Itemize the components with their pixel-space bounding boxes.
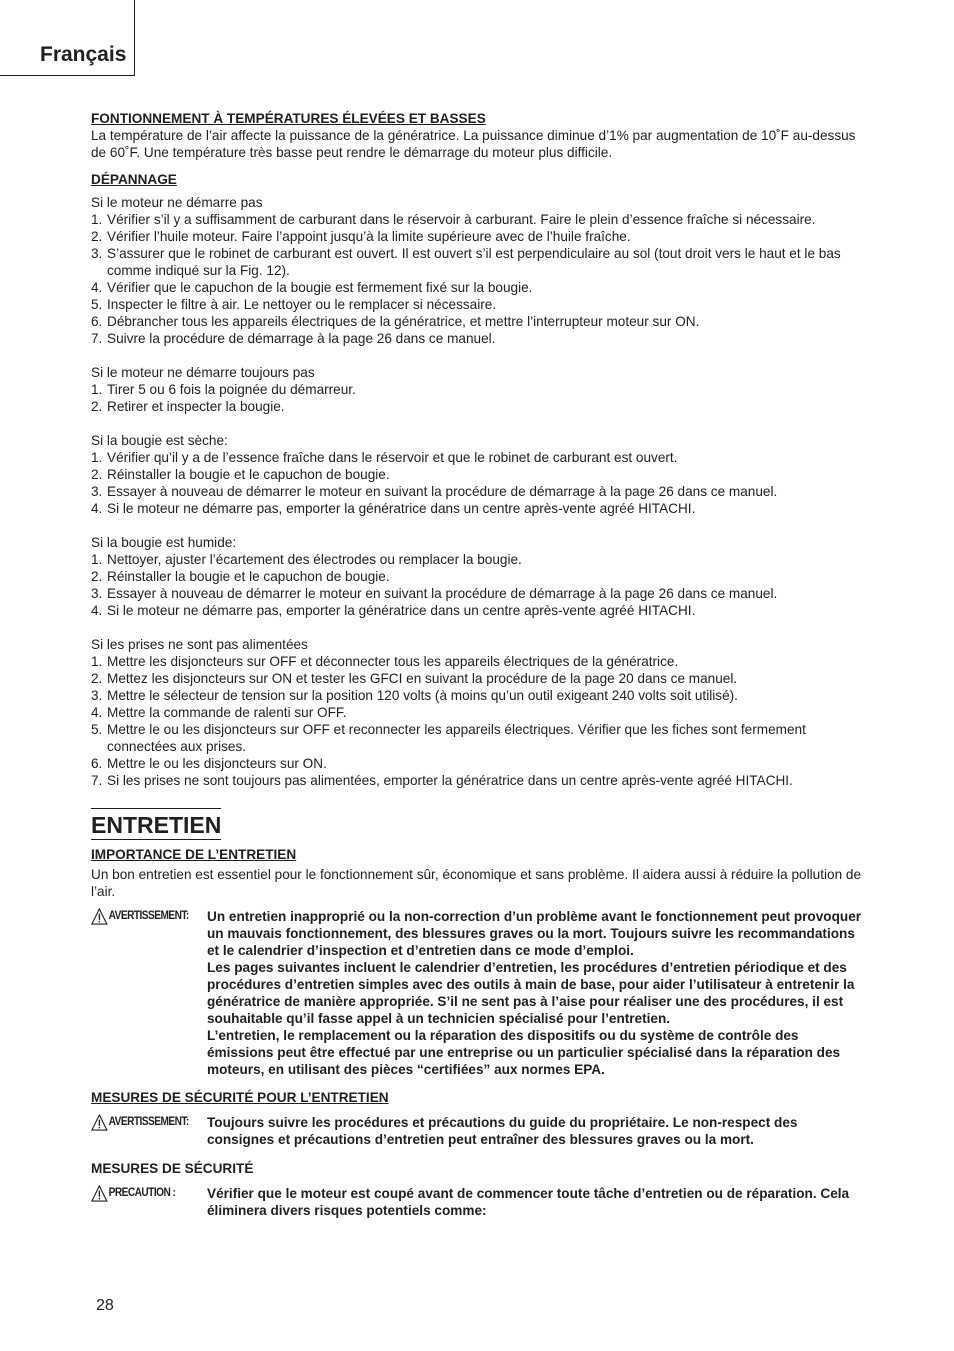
step-text: Vérifier s’il y a suffisamment de carburant dans le réservoir à carburant. Faire le plein d’essence fraîche si nécessaire. (107, 212, 816, 227)
step-number: 6. (91, 314, 103, 329)
step-text: Mettre la commande de ralenti sur OFF. (107, 705, 347, 720)
troubleshooting-steps (91, 381, 866, 415)
list-item (91, 466, 866, 483)
troubleshooting-steps (91, 653, 866, 789)
step-number: 3. (91, 688, 103, 703)
step-number: 5. (91, 297, 103, 312)
warning-triangle-icon (91, 1114, 108, 1131)
list-item (91, 381, 866, 398)
list-item (91, 602, 866, 619)
list-item (91, 500, 866, 517)
caution-label-text: PRECAUTION : (108, 1187, 176, 1199)
step-text: Essayer à nouveau de démarrer le moteur en suivant la procédure de démarrage à la page 26 dans ce manuel. (107, 586, 778, 601)
list-item (91, 721, 866, 755)
warning-label (91, 908, 193, 1078)
temperature-section-title: FONTIONNEMENT À TEMPÉRATURES ÉLEVÉES ET BASSES (91, 111, 486, 126)
step-number: 2. (91, 467, 103, 482)
warning-paragraph: Les pages suivantes incluent le calendrier d’entretien, les procédures d’entretien périodique et des procédures d’entretien simples avec des outils à main de base, pour aider l’utilisateur à entretenir la génératrice de manière appropriée. S’il ne sent pas à l’aise pour réaliser une des procédures, il est souhaitable qu’il fasse appel à un technicien spécialisé pour l’entretien. (207, 960, 855, 1026)
troubleshooting-condition: Si la bougie est humide: (91, 535, 237, 550)
step-text: Nettoyer, ajuster l’écartement des électrodes ou remplacer la bougie. (107, 552, 522, 567)
step-number: 1. (91, 654, 103, 669)
step-number: 4. (91, 705, 103, 720)
troubleshooting-title: DÉPANNAGE (91, 172, 177, 187)
list-item (91, 228, 866, 245)
list-item (91, 279, 866, 296)
troubleshooting-steps (91, 449, 866, 517)
list-item (91, 772, 866, 789)
list-item (91, 755, 866, 772)
step-text: Mettez les disjoncteurs sur ON et tester les GFCI en suivant la procédure de la page 20 dans ce manuel. (107, 671, 738, 686)
page-content (91, 110, 866, 1219)
importance-warning (91, 908, 866, 1078)
list-item (91, 296, 866, 313)
troubleshooting-condition: Si les prises ne sont pas alimentées (91, 637, 308, 652)
step-text: Si les prises ne sont toujours pas alimentées, emporter la génératrice dans un centre après-vente agréé HITACHI. (107, 773, 793, 788)
importance-title: IMPORTANCE DE L’ENTRETIEN (91, 847, 297, 862)
step-number: 1. (91, 450, 103, 465)
step-text: Vérifier que le capuchon de la bougie est fermement fixé sur la bougie. (107, 280, 533, 295)
warning-paragraph: Un entretien inapproprié ou la non-correction d’un problème avant le fonctionnement peut provoquer un mauvais fonctionnement, des blessures graves ou la mort. Toujours suivre les recommandations et le calendrier d’inspection et d’entretien dans ce mode d’emploi. (207, 909, 862, 958)
list-item (91, 211, 866, 228)
warning-label-text: AVERTISSEMENT: (108, 910, 189, 922)
step-number: 3. (91, 586, 103, 601)
step-number: 7. (91, 773, 103, 788)
troubleshooting-condition: Si le moteur ne démarre toujours pas (91, 365, 315, 380)
list-item (91, 313, 866, 330)
warning-paragraph: L’entretien, le remplacement ou la réparation des dispositifs ou du système de contrôle des émissions peut être effectué par une entreprise ou un particulier spécialisé dans la réparation des moteurs, en utilisant des pièces “certifiées” aux normes EPA. (207, 1028, 841, 1077)
warning-label-text: AVERTISSEMENT: (108, 1116, 189, 1128)
step-text: Suivre la procédure de démarrage à la page 26 dans ce manuel. (107, 331, 496, 346)
maintenance-heading (91, 808, 866, 840)
step-text: Mettre le ou les disjoncteurs sur OFF et reconnecter les appareils électriques. Vérifier que les fiches sont fermement connectées aux prises. (107, 722, 806, 754)
list-item (91, 653, 866, 670)
safety-measures-title: MESURES DE SÉCURITÉ POUR L’ENTRETIEN (91, 1090, 389, 1105)
list-item (91, 245, 866, 279)
step-text: Vérifier qu’il y a de l’essence fraîche dans le réservoir et que le robinet de carburant est ouvert. (107, 450, 678, 465)
step-number: 1. (91, 552, 103, 567)
troubleshooting-condition: Si le moteur ne démarre pas (91, 195, 263, 210)
step-text: Inspecter le filtre à air. Le nettoyer ou le remplacer si nécessaire. (107, 297, 497, 312)
troubleshooting-condition: Si la bougie est sèche: (91, 433, 228, 448)
list-item (91, 687, 866, 704)
step-number: 6. (91, 756, 103, 771)
warning-triangle-icon (91, 1185, 108, 1202)
step-text: S’assurer que le robinet de carburant est ouvert. Il est ouvert s’il est perpendiculaire au sol (tout droit vers le haut et le bas comme indiqué sur la Fig. 12). (107, 246, 841, 278)
step-text: Si le moteur ne démarre pas, emporter la génératrice dans un centre après-vente agréé HITACHI. (107, 603, 696, 618)
safety-title: MESURES DE SÉCURITÉ (91, 1161, 254, 1176)
list-item (91, 398, 866, 415)
step-text: Réinstaller la bougie et le capuchon de bougie. (107, 467, 390, 482)
importance-body: Un bon entretien est essentiel pour le fonctionnement sûr, économique et sans problème. Il aidera aussi à réduire la pollution de l’air. (91, 867, 862, 899)
troubleshooting-steps (91, 211, 866, 347)
step-number: 1. (91, 212, 103, 227)
warning-text (207, 908, 866, 1078)
list-item (91, 483, 866, 500)
step-number: 2. (91, 399, 103, 414)
list-item (91, 585, 866, 602)
step-text: Si le moteur ne démarre pas, emporter la génératrice dans un centre après-vente agréé HITACHI. (107, 501, 696, 516)
warning-triangle-icon (91, 908, 108, 925)
step-number: 2. (91, 671, 103, 686)
list-item (91, 670, 866, 687)
step-number: 4. (91, 603, 103, 618)
safety-caution (91, 1185, 866, 1219)
page-number: 28 (96, 1297, 114, 1314)
temperature-body: La température de l’air affecte la puissance de la génératrice. La puissance diminue d’1% par augmentation de 10˚F au-dessus de 60˚F. Une température très basse peut rendre le démarrage du moteur plus difficile. (91, 128, 856, 160)
list-item (91, 449, 866, 466)
step-text: Mettre le ou les disjoncteurs sur ON. (107, 756, 327, 771)
list-item (91, 330, 866, 347)
step-text: Mettre le sélecteur de tension sur la position 120 volts (à moins qu’un outil exigeant 240 volts soit utilisé). (107, 688, 738, 703)
step-number: 3. (91, 484, 103, 499)
list-item (91, 551, 866, 568)
step-text: Réinstaller la bougie et le capuchon de bougie. (107, 569, 390, 584)
step-number: 4. (91, 501, 103, 516)
step-number: 1. (91, 382, 103, 397)
step-text: Vérifier l’huile moteur. Faire l’appoint jusqu’à la limite supérieure avec de l’huile fraîche. (107, 229, 631, 244)
safety-warning (91, 1114, 866, 1148)
warning-label (91, 1114, 193, 1148)
maintenance-title: ENTRETIEN (91, 808, 221, 840)
caution-text: Vérifier que le moteur est coupé avant de commencer toute tâche d’entretien ou de réparation. Cela éliminera divers risques potentiels comme: (207, 1186, 850, 1218)
step-text: Essayer à nouveau de démarrer le moteur en suivant la procédure de démarrage à la page 26 dans ce manuel. (107, 484, 778, 499)
step-text: Tirer 5 ou 6 fois la poignée du démarreur. (107, 382, 356, 397)
step-text: Débrancher tous les appareils électriques de la génératrice, et mettre l’interrupteur moteur sur ON. (107, 314, 700, 329)
step-text: Mettre les disjoncteurs sur OFF et déconnecter tous les appareils électriques de la génératrice. (107, 654, 679, 669)
caution-label (91, 1185, 193, 1219)
list-item (91, 704, 866, 721)
language-tab (0, 0, 135, 76)
step-number: 5. (91, 722, 103, 737)
step-text: Retirer et inspecter la bougie. (107, 399, 285, 414)
list-item (91, 568, 866, 585)
step-number: 7. (91, 331, 103, 346)
warning-text: Toujours suivre les procédures et précautions du guide du propriétaire. Le non-respect des consignes et précautions d’entretien peut entraîner des blessures graves ou la mort. (207, 1115, 798, 1147)
step-number: 2. (91, 229, 103, 244)
step-number: 3. (91, 246, 103, 261)
troubleshooting-steps (91, 551, 866, 619)
troubleshooting-groups (91, 194, 866, 789)
step-number: 2. (91, 569, 103, 584)
language-label: Français (40, 43, 127, 66)
step-number: 4. (91, 280, 103, 295)
